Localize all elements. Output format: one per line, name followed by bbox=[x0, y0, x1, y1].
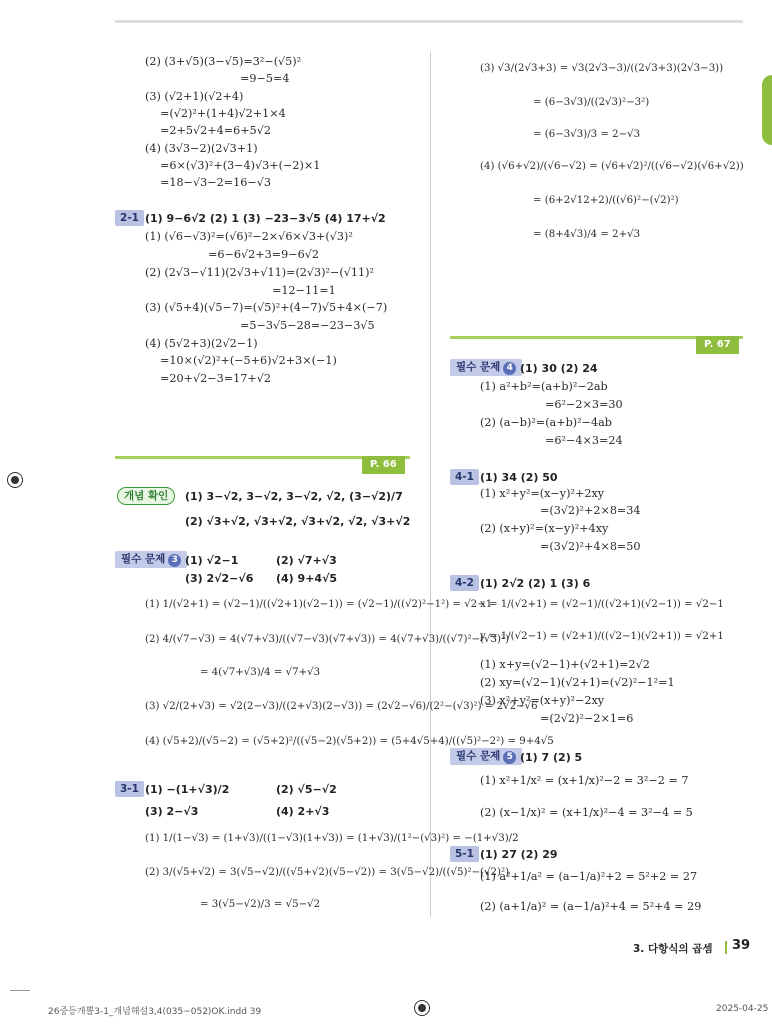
page-tab-p67: P. 67 bbox=[696, 336, 739, 354]
page-number: 39 bbox=[732, 938, 751, 953]
page-tab-p66: P. 66 bbox=[362, 456, 405, 474]
problem-badge-2-1: 2-1 bbox=[115, 210, 144, 226]
answer-summary: (4) 2+√3 bbox=[276, 805, 330, 818]
required-problem-badge bbox=[450, 359, 522, 376]
solution-line: (4) (√6+√2)/(√6−√2) = (√6+√2)²/((√6−√2)(√6+√2)) bbox=[480, 161, 744, 172]
solution-line: (1) x²+y²=(x−y)²+2xy bbox=[480, 487, 605, 500]
answer-summary: (1) 27 (2) 29 bbox=[480, 848, 558, 861]
file-name: 26중등개뿔3-1_개념해설3,4(035~052)OK.indd 39 bbox=[48, 1007, 262, 1017]
answer-summary: (3) 2√2−√6 bbox=[185, 572, 254, 585]
solution-line: (4) (√5+2)/(√5−2) = (√5+2)²/((√5−2)(√5+2)) = (5+4√5+4)/((√5)²−2²) = 9+4√5 bbox=[145, 736, 554, 747]
badge-number: 3 bbox=[168, 554, 181, 567]
badge-label: 필수 문제 bbox=[456, 361, 501, 373]
badge-number: 4 bbox=[503, 362, 516, 375]
solution-line: (1) (√6−√3)²=(√6)²−2×√6×√3+(√3)² bbox=[145, 230, 353, 243]
solution-line: =6²−4×3=24 bbox=[545, 434, 623, 447]
chapter-side-tab bbox=[762, 75, 772, 145]
problem-badge-5-1: 5-1 bbox=[450, 846, 479, 862]
concept-answer-line: (1) 3−√2, 3−√2, 3−√2, √2, (3−√2)/7 bbox=[185, 490, 403, 503]
solution-line: = 4(√7+√3)/4 = √7+√3 bbox=[200, 667, 321, 678]
solution-line: =(3√2)²+2×8=34 bbox=[540, 504, 641, 517]
required-problem-badge bbox=[115, 551, 187, 568]
solution-line: =6×(√3)²+(3−4)√3+(−2)×1 bbox=[160, 159, 321, 172]
solution-line: = (8+4√3)/4 = 2+√3 bbox=[533, 229, 641, 240]
concept-answer-line: (2) √3+√2, √3+√2, √3+√2, √2, √3+√2 bbox=[185, 515, 411, 528]
solution-line: =9−5=4 bbox=[240, 72, 290, 85]
solution-line: = (6+2√12+2)/((√6)²−(√2)²) bbox=[533, 195, 679, 206]
registration-mark-dot bbox=[418, 1004, 426, 1012]
solution-line: (1) 1/(1−√3) = (1+√3)/((1−√3)(1+√3)) = (1+√3)/(1²−(√3)²) = −(1+√3)/2 bbox=[145, 833, 519, 844]
solution-line: =18−√3−2=16−√3 bbox=[160, 176, 271, 189]
answer-summary: (1) √2−1 bbox=[185, 554, 239, 567]
solution-line: =(√2)²+(1+4)√2+1×4 bbox=[160, 107, 286, 120]
solution-line: = 3(√5−√2)/3 = √5−√2 bbox=[200, 899, 321, 910]
solution-line: (3) (√5+4)(√5−7)=(√5)²+(4−7)√5+4×(−7) bbox=[145, 301, 388, 314]
solution-line: (2) (3+√5)(3−√5)=3²−(√5)² bbox=[145, 55, 302, 68]
badge-label: 필수 문제 bbox=[121, 553, 166, 565]
solution-line: =2+5√2+4=6+5√2 bbox=[160, 124, 271, 137]
required-problem-badge bbox=[450, 748, 522, 765]
answer-summary: (3) 2−√3 bbox=[145, 805, 199, 818]
solution-line: (2) (2√3−√11)(2√3+√11)=(2√3)²−(√11)² bbox=[145, 266, 374, 279]
solution-line: =6²−2×3=30 bbox=[545, 398, 623, 411]
answer-summary: (1) 2√2 (2) 1 (3) 6 bbox=[480, 577, 591, 590]
badge-label: 필수 문제 bbox=[456, 750, 501, 762]
solution-line: (2) (x−1/x)² = (x+1/x)²−4 = 3²−4 = 5 bbox=[480, 806, 693, 819]
answer-summary: (1) −(1+√3)/2 bbox=[145, 783, 230, 796]
answer-summary: (2) √7+√3 bbox=[276, 554, 337, 567]
problem-badge-4-2: 4-2 bbox=[450, 575, 479, 591]
top-rule bbox=[115, 20, 743, 23]
solution-line: (2) (a−b)²=(a+b)²−4ab bbox=[480, 416, 612, 429]
solution-line: (1) 1/(√2+1) = (√2−1)/((√2+1)(√2−1)) = (√2−1)/((√2)²−1²) = √2−1 bbox=[145, 599, 493, 610]
print-date: 2025-04-25 bbox=[716, 1004, 769, 1014]
solution-line: =10×(√2)²+(−5+6)√2+3×(−1) bbox=[160, 354, 337, 367]
solution-line: (3) √3/(2√3+3) = √3(2√3−3)/((2√3+3)(2√3−3)) bbox=[480, 63, 724, 74]
solution-line: (1) a²+1/a² = (a−1/a)²+2 = 5²+2 = 27 bbox=[480, 870, 698, 883]
solution-line: =6−6√2+3=9−6√2 bbox=[208, 248, 319, 261]
solution-line: (1) x²+1/x² = (x+1/x)²−2 = 3²−2 = 7 bbox=[480, 774, 689, 787]
solution-line: = (6−3√3)/((2√3)²−3²) bbox=[533, 97, 650, 108]
solution-line: =(2√2)²−2×1=6 bbox=[540, 712, 634, 725]
solution-line: = (6−3√3)/3 = 2−√3 bbox=[533, 129, 641, 140]
concept-check-badge: 개념 확인 bbox=[117, 487, 175, 505]
solution-line: (2) 3/(√5+√2) = 3(√5−√2)/((√5+√2)(√5−√2)) = 3(√5−√2)/((√5)²−(√2)²) bbox=[145, 867, 510, 878]
solution-line: =5−3√5−28=−23−3√5 bbox=[240, 319, 375, 332]
solution-line: (1) a²+b²=(a+b)²−2ab bbox=[480, 380, 608, 393]
badge-number: 5 bbox=[503, 751, 516, 764]
problem-badge-3-1: 3-1 bbox=[115, 781, 144, 797]
solution-line: (4) (5√2+3)(2√2−1) bbox=[145, 337, 258, 350]
solution-line: (1) x+y=(√2−1)+(√2+1)=2√2 bbox=[480, 658, 650, 671]
answer-summary: (1) 30 (2) 24 bbox=[520, 362, 598, 375]
answer-summary: (1) 7 (2) 5 bbox=[520, 751, 583, 764]
solution-line: y = 1/(√2−1) = (√2+1)/((√2−1)(√2+1)) = √2+1 bbox=[480, 631, 724, 642]
chapter-title: 3. 다항식의 곱셈 bbox=[633, 943, 713, 955]
solution-line: (3) √2/(2+√3) = √2(2−√3)/((2+√3)(2−√3)) = (2√2−√6)/(2²−(√3)²) = 2√2−√6 bbox=[145, 701, 538, 712]
problem-badge-4-1: 4-1 bbox=[450, 469, 479, 485]
solution-line: x = 1/(√2+1) = (√2−1)/((√2+1)(√2−1)) = √2−1 bbox=[480, 599, 724, 610]
solution-line: (2) xy=(√2−1)(√2+1)=(√2)²−1²=1 bbox=[480, 676, 675, 689]
answer-summary: (4) 9+4√5 bbox=[276, 572, 338, 585]
answer-summary: (1) 9−6√2 (2) 1 (3) −23−3√5 (4) 17+√2 bbox=[145, 212, 386, 225]
solution-line: (2) (a+1/a)² = (a−1/a)²+4 = 5²+4 = 29 bbox=[480, 900, 702, 913]
solution-line: =12−11=1 bbox=[272, 284, 336, 297]
solution-line: (2) 4/(√7−√3) = 4(√7+√3)/((√7−√3)(√7+√3)) = 4(√7+√3)/((√7)²−(√3)²) bbox=[145, 634, 510, 645]
answer-summary: (2) √5−√2 bbox=[276, 783, 337, 796]
column-divider bbox=[430, 52, 431, 917]
footer-divider bbox=[725, 941, 727, 954]
answer-summary: (1) 34 (2) 50 bbox=[480, 471, 558, 484]
solution-line: (2) (x+y)²=(x−y)²+4xy bbox=[480, 522, 609, 535]
solution-line: (3) x²+y²=(x+y)²−2xy bbox=[480, 694, 605, 707]
solution-line: (4) (3√3−2)(2√3+1) bbox=[145, 142, 258, 155]
registration-mark-dot bbox=[11, 476, 19, 484]
solution-line: =20+√2−3=17+√2 bbox=[160, 372, 271, 385]
footer-rule bbox=[10, 990, 30, 991]
solution-line: =(3√2)²+4×8=50 bbox=[540, 540, 641, 553]
solution-line: (3) (√2+1)(√2+4) bbox=[145, 90, 244, 103]
